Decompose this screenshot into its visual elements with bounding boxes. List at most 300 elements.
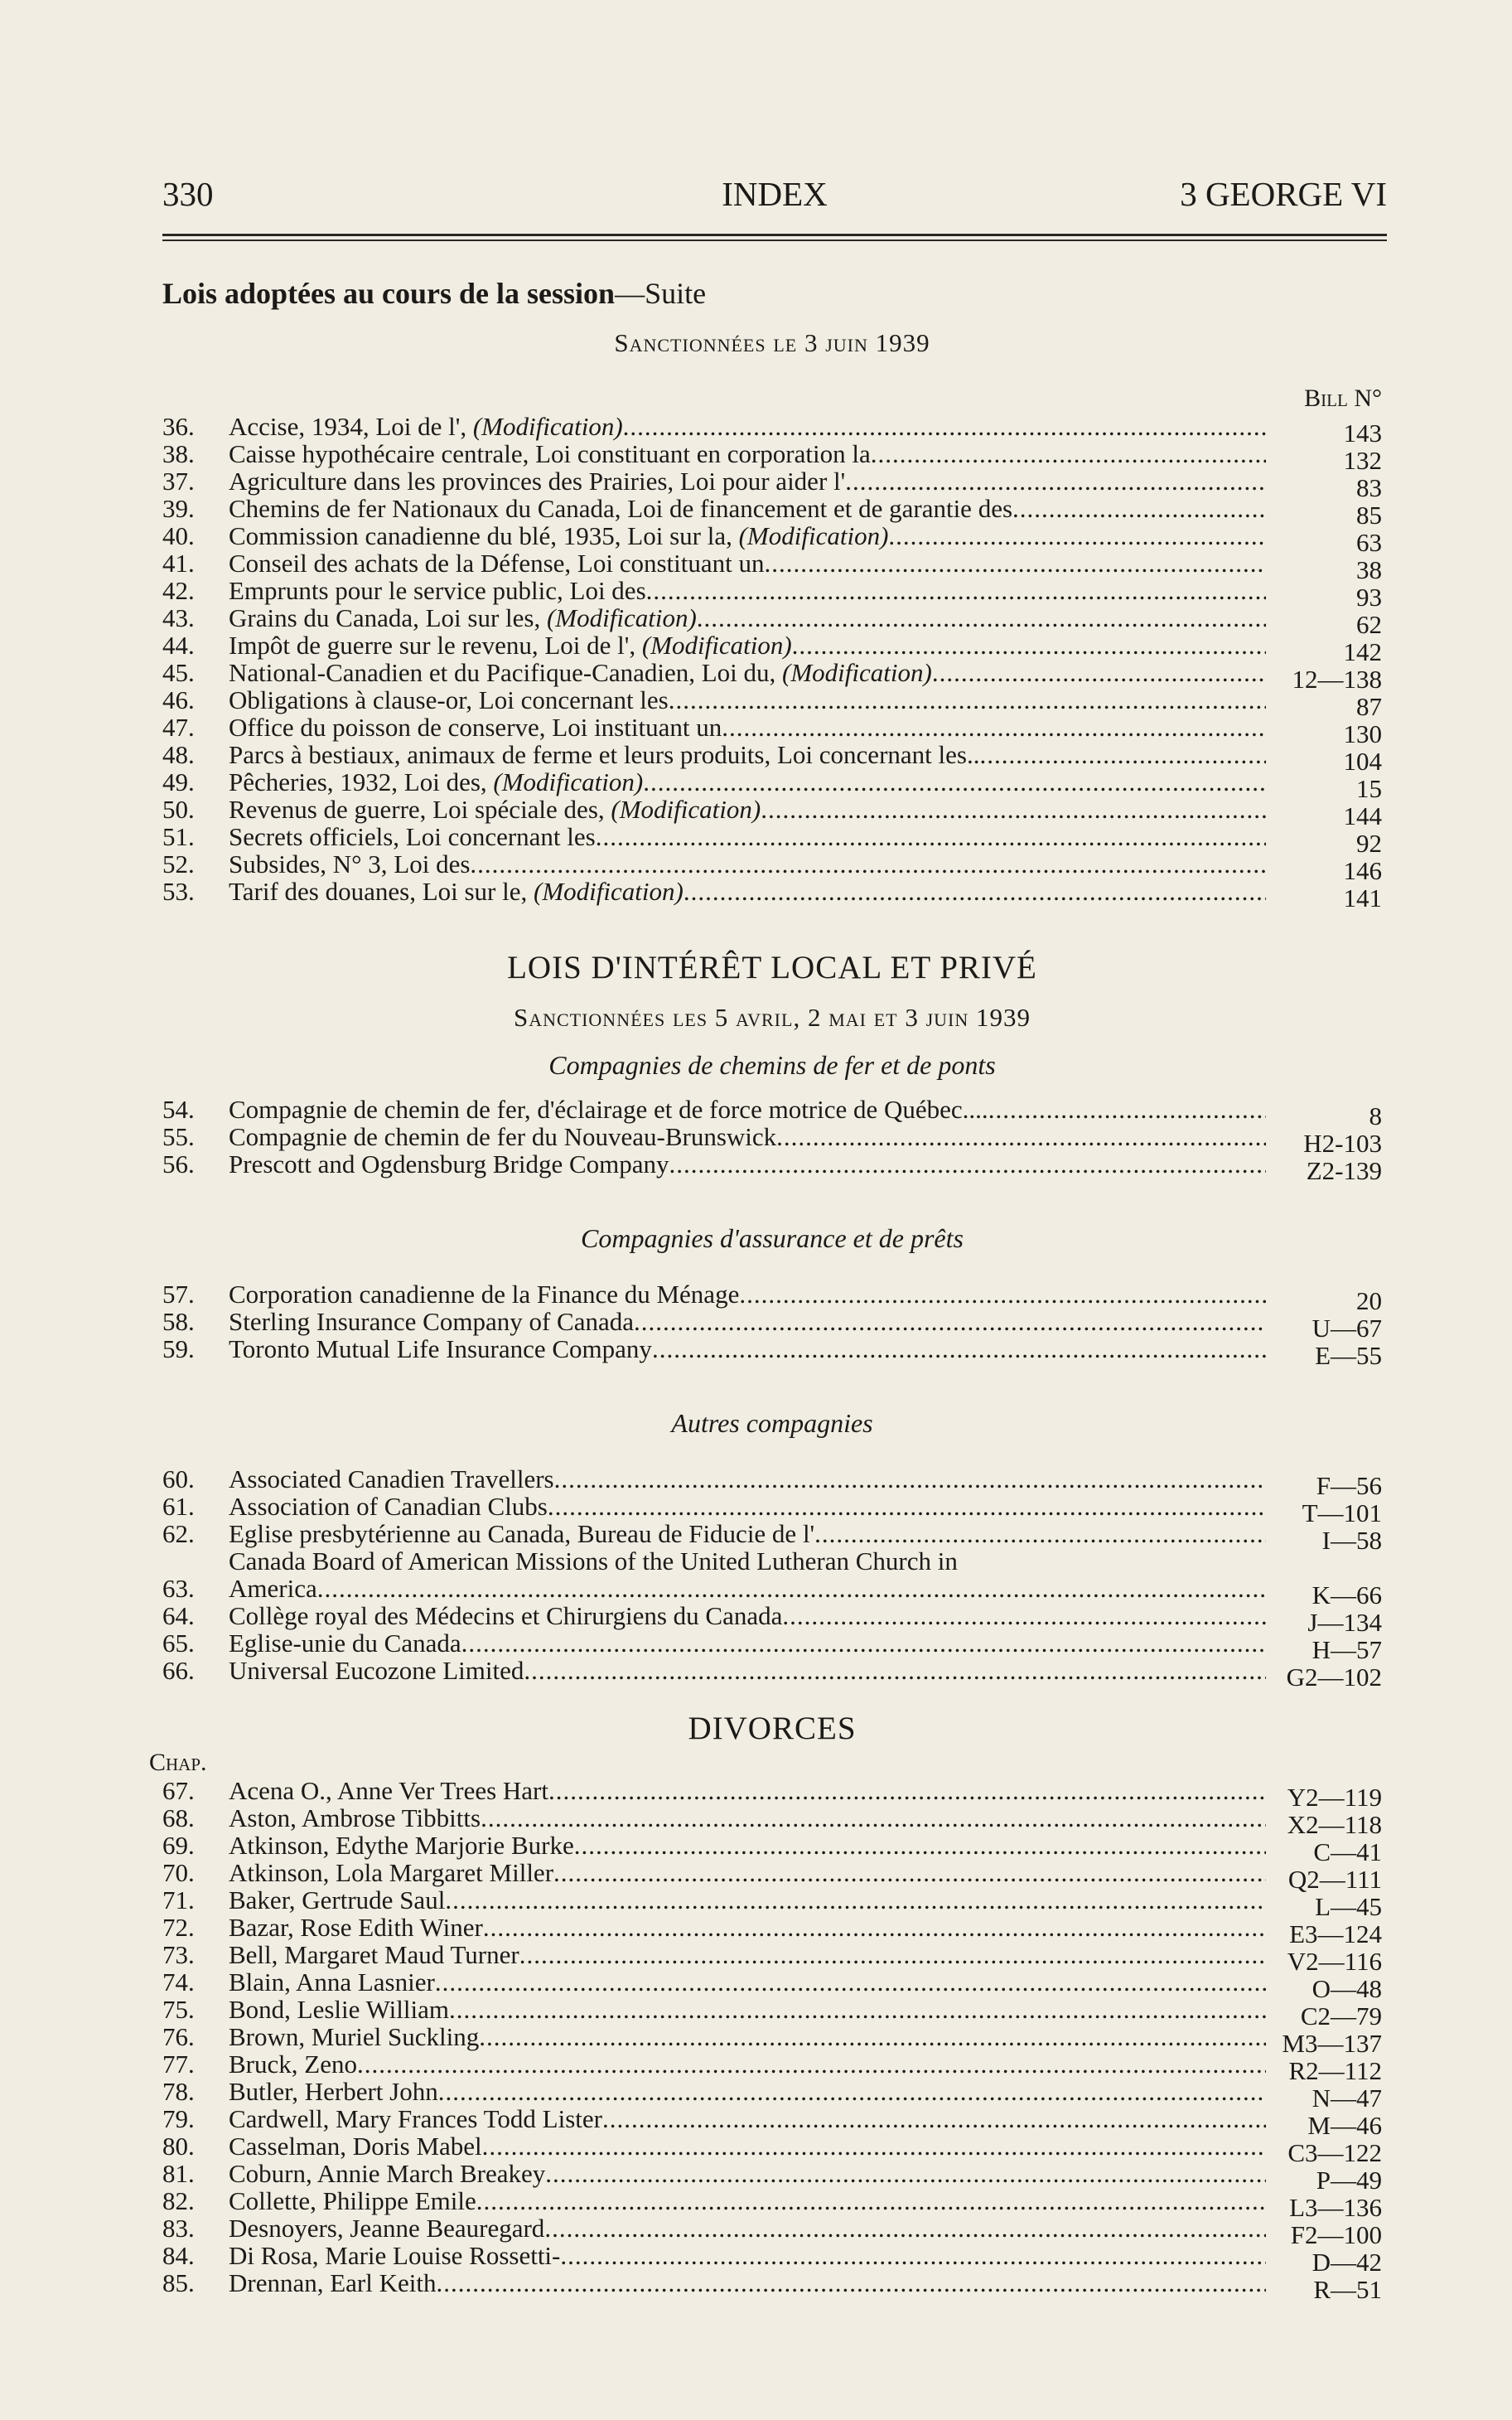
entry-text: [229, 1465, 1266, 1493]
entry-title: [229, 495, 1012, 522]
entry-number: 73.: [162, 1940, 195, 1969]
entry-reference: V2—116: [1287, 1947, 1382, 1976]
entry-title: [229, 1859, 553, 1886]
dot-leader: [449, 1996, 1266, 2023]
entry-text: [229, 1520, 1266, 1547]
entry-modification-note: (Modification): [782, 658, 932, 687]
dot-leader: [739, 1280, 1266, 1308]
entry-number: 39.: [162, 494, 195, 523]
entry-text: [229, 2214, 1266, 2242]
section-heading-suffix: —Suite: [615, 277, 707, 310]
entry-title: [229, 632, 792, 659]
entry-title: [229, 1308, 634, 1335]
entry-title-text: Obligations à clause-or, Loi concernant les: [229, 685, 669, 714]
dot-leader: [792, 632, 1266, 659]
entry-title: [229, 1520, 814, 1547]
dot-leader: [669, 686, 1266, 714]
public-acts-list: [162, 412, 1382, 912]
entry-title-text: Di Rosa, Marie Louise Rossetti-: [229, 2241, 561, 2270]
entry-reference: 104: [1343, 747, 1382, 776]
entry-modification-note: (Modification): [493, 767, 644, 796]
entry-reference: 92: [1356, 829, 1382, 858]
index-entry: [162, 1858, 1382, 1894]
dot-leader: [871, 440, 1266, 467]
entry-number: 42.: [162, 576, 195, 605]
entry-text: [229, 2105, 1266, 2132]
regnal-year: 3 GEORGE VI: [1180, 175, 1387, 213]
entry-title: [229, 1804, 481, 1832]
entry-reference: 83: [1356, 473, 1382, 502]
entry-number: 45.: [162, 658, 195, 687]
index-entry: [162, 1885, 1382, 1921]
entry-text: [229, 1308, 1266, 1335]
column-header: [162, 385, 1382, 413]
entry-number: 80.: [162, 2132, 195, 2161]
entry-number: 44.: [162, 631, 195, 660]
index-entry: [162, 2214, 1382, 2249]
entry-title-text: Revenus de guerre, Loi spéciale des,: [229, 795, 611, 824]
entry-title-text: Agriculture dans les provinces des Prairies, Loi pour aider l': [229, 467, 846, 496]
entry-text: [229, 1804, 1266, 1832]
entry-text: [229, 1657, 1266, 1684]
entry-title-text: Atkinson, Edythe Marjorie Burke: [229, 1831, 574, 1860]
dot-leader: [554, 1465, 1266, 1493]
entry-reference: U—67: [1312, 1314, 1382, 1343]
entry-text: [229, 741, 1266, 768]
index-entry: [162, 2050, 1382, 2085]
index-entry: [162, 1776, 1382, 1812]
index-entry: [162, 1334, 1382, 1370]
entry-reference: H—57: [1312, 1635, 1382, 1664]
entry-title: [229, 1335, 652, 1362]
entry-reference: 142: [1343, 637, 1382, 666]
entry-text: [229, 768, 1266, 796]
index-entry: [162, 2241, 1382, 2277]
entry-title-line1: Canada Board of American Missions of the United Lutheran Church in: [229, 1546, 958, 1575]
dot-leader: [436, 2269, 1266, 2297]
entry-title: [229, 1150, 669, 1178]
dot-leader: [684, 878, 1266, 905]
entry-reference: E3—124: [1289, 1919, 1382, 1948]
dot-leader: [476, 2187, 1266, 2214]
entry-title: [229, 522, 888, 549]
entry-reference: I—58: [1321, 1526, 1382, 1555]
entry-title-text: Chemins de fer Nationaux du Canada, Loi de financement et de garantie des: [229, 494, 1013, 523]
subsection-title-railways: Compagnies de chemins de fer et de ponts: [548, 1050, 996, 1080]
dot-leader: [483, 1914, 1266, 1941]
entry-title: [229, 2105, 602, 2132]
index-entry: [162, 658, 1382, 694]
entry-title: [229, 577, 646, 604]
other-companies-list: [162, 1464, 1382, 1692]
entry-reference: 12—138: [1292, 665, 1382, 694]
entry-number: 64.: [162, 1601, 195, 1630]
entry-title-text: Impôt de guerre sur le revenu, Loi de l',: [229, 631, 642, 660]
entry-title-text: Bruck, Zeno: [229, 2050, 357, 2079]
dot-leader: [634, 1308, 1266, 1335]
entry-title-text: Parcs à bestiaux, animaux de ferme et leurs produits, Loi concernant les..: [229, 740, 980, 769]
entry-number: 52.: [162, 849, 195, 878]
entry-title-text: Acena O., Anne Ver Trees Hart: [229, 1776, 548, 1805]
entry-title: [229, 1629, 461, 1657]
dot-leader: [482, 2132, 1266, 2160]
index-entry: [162, 1656, 1382, 1692]
entry-title-text: Bond, Leslie William: [229, 1995, 449, 2024]
entry-title-text: Aston, Ambrose Tibbitts: [229, 1803, 481, 1832]
entry-title-text: Conseil des achats de la Défense, Loi constituant un: [229, 549, 765, 578]
entry-text: [229, 714, 1266, 741]
insurance-companies-list: [162, 1280, 1382, 1370]
entry-title-text: Butler, Herbert John: [229, 2077, 438, 2106]
entry-number: 72.: [162, 1913, 195, 1942]
entry-title-text: National-Canadien et du Pacifique-Canadien, Loi du,: [229, 658, 783, 687]
index-entry: [162, 1150, 1382, 1185]
sanction-dates-private: Sanctionnées les 5 avril, 2 mai et 3 juin 1939: [513, 1003, 1031, 1032]
entry-reference: O—48: [1312, 1974, 1382, 2003]
entry-text: [229, 686, 1266, 714]
entry-title-text: Coburn, Annie March Breakey: [229, 2159, 546, 2188]
entry-text: [229, 2242, 1266, 2269]
entry-text: [229, 440, 1266, 467]
entry-title-text: Atkinson, Lola Margaret Miller: [229, 1858, 554, 1887]
entry-reference: J—134: [1307, 1608, 1382, 1637]
entry-text: [229, 604, 1266, 632]
index-entry: [162, 2077, 1382, 2113]
index-entry: [162, 1995, 1382, 2030]
entry-text: [229, 659, 1266, 686]
dot-leader: [643, 768, 1266, 796]
entry-title-text: Secrets officiels, Loi concernant les: [229, 822, 596, 851]
index-entry: [162, 1940, 1382, 1976]
entry-title: [229, 686, 669, 714]
entry-title-text: Pêcheries, 1932, Loi des,: [229, 767, 494, 796]
entry-reference: 15: [1356, 774, 1382, 803]
entry-title: [229, 1657, 524, 1684]
dot-leader: [548, 1777, 1266, 1804]
index-entry: [162, 2268, 1382, 2304]
entry-modification-note: (Modification): [534, 877, 684, 906]
entry-reference: 63: [1356, 528, 1382, 557]
index-entry: [162, 549, 1382, 584]
entry-reference: Q2—111: [1287, 1865, 1382, 1894]
entry-title: [229, 1096, 988, 1123]
sanction-date: Sanctionnées le 3 juin 1939: [614, 328, 930, 357]
index-entry: [162, 1913, 1382, 1948]
index-entry: [162, 494, 1382, 530]
entry-title-text: Office du poisson de conserve, Loi instituant un: [229, 713, 722, 742]
entry-text: [229, 2050, 1266, 2078]
entry-modification-note: (Modification): [641, 631, 792, 660]
entry-reference: 143: [1343, 419, 1382, 448]
dot-leader: [845, 467, 1266, 495]
entry-reference: 8: [1369, 1101, 1382, 1130]
entry-reference: 93: [1356, 583, 1382, 612]
entry-title: [229, 1602, 782, 1629]
entry-title: [229, 1886, 445, 1914]
index-entry: [162, 1122, 1382, 1158]
dot-leader: [445, 1886, 1266, 1914]
divorces-list: [162, 1776, 1382, 2304]
entry-reference: G2—102: [1286, 1663, 1382, 1692]
index-entry: [162, 1095, 1382, 1130]
entry-reference: 130: [1343, 719, 1382, 748]
dot-leader: [722, 714, 1266, 741]
entry-title-text: Corporation canadienne de la Finance du Ménage: [229, 1280, 740, 1309]
entry-title: [229, 2187, 476, 2214]
entry-modification-note: (Modification): [546, 603, 697, 632]
entry-number: 51.: [162, 822, 195, 851]
entry-number: 55.: [162, 1122, 195, 1151]
entry-number: 50.: [162, 795, 195, 824]
dot-leader: [765, 549, 1266, 577]
entry-reference: M—46: [1307, 2111, 1382, 2140]
dot-leader: [782, 1602, 1266, 1629]
entry-title-text: Associated Canadien Travellers: [229, 1464, 554, 1493]
index-entry: [162, 877, 1382, 912]
entry-title: [229, 1832, 574, 1859]
entry-modification-note: (Modification): [738, 521, 889, 550]
entry-title: [229, 549, 765, 577]
page-title: INDEX: [722, 175, 828, 213]
dot-leader: [761, 796, 1266, 823]
index-entry: [162, 521, 1382, 557]
entry-title-text: Bazar, Rose Edith Winer: [229, 1913, 483, 1942]
entry-number: 68.: [162, 1803, 195, 1832]
entry-title-text: Association of Canadian Clubs: [229, 1492, 548, 1521]
entry-number: 77.: [162, 2050, 195, 2079]
index-entry: [162, 631, 1382, 666]
entry-title: [229, 850, 470, 878]
dot-leader: [602, 2105, 1266, 2132]
entry-number: 61.: [162, 1492, 195, 1521]
railway-companies-list: [162, 1095, 1382, 1185]
entry-text: [229, 2160, 1266, 2187]
dot-leader: [979, 741, 1266, 768]
entry-reference: 144: [1343, 801, 1382, 830]
dot-leader: [888, 522, 1266, 549]
entry-title: [229, 741, 979, 768]
entry-title: [229, 1465, 554, 1493]
entry-text: [229, 850, 1266, 878]
entry-title-text: Toronto Mutual Life Insurance Company: [229, 1334, 652, 1363]
entry-title-text: Baker, Gertrude Saul: [229, 1885, 446, 1914]
entry-title-line2: America: [229, 1574, 317, 1603]
entry-title: [229, 1996, 449, 2023]
entry-title-text: Emprunts pour le service public, Loi des: [229, 576, 646, 605]
entry-title: [229, 467, 845, 495]
dot-leader: [470, 850, 1266, 878]
entry-number: 56.: [162, 1150, 195, 1179]
dot-leader: [988, 1096, 1266, 1123]
dot-leader: [574, 1832, 1266, 1859]
entry-reference: 132: [1343, 446, 1382, 475]
entry-reference: H2-103: [1303, 1129, 1382, 1158]
entry-title: [229, 440, 871, 467]
entry-reference: C—41: [1313, 1837, 1382, 1866]
dot-leader: [435, 1968, 1266, 1996]
entry-number: 78.: [162, 2077, 195, 2106]
entry-number: 74.: [162, 1967, 195, 1996]
entry-reference: C3—122: [1287, 2138, 1382, 2167]
index-entry: [162, 1519, 1382, 1555]
index-entry: [162, 2132, 1382, 2167]
index-entry: [162, 1803, 1382, 1839]
dot-leader: [548, 1493, 1266, 1520]
entry-number: 60.: [162, 1464, 195, 1493]
dot-leader: [553, 1859, 1266, 1886]
entry-number: 81.: [162, 2159, 195, 2188]
index-entry: [162, 685, 1382, 721]
entry-text: [229, 1123, 1266, 1150]
entry-text: [229, 522, 1266, 549]
entry-title: [229, 604, 697, 632]
dot-leader: [524, 1657, 1266, 1684]
entry-title: [229, 768, 643, 796]
entry-title-text: Desnoyers, Jeanne Beauregard: [229, 2214, 545, 2243]
entry-text: [229, 1602, 1266, 1629]
entry-text: [229, 1832, 1266, 1859]
entry-text: [229, 413, 1266, 440]
entry-number: 43.: [162, 603, 195, 632]
entry-text: [229, 878, 1266, 905]
dot-leader: [357, 2050, 1266, 2078]
entry-text: [229, 1996, 1266, 2023]
entry-number: 40.: [162, 521, 195, 550]
entry-title: [229, 2214, 544, 2242]
entry-title-text: Eglise presbytérienne au Canada, Bureau de Fiducie de l': [229, 1519, 815, 1548]
entry-title: [229, 2023, 479, 2050]
section-heading-bold: Lois adoptées au cours de la session: [162, 277, 616, 310]
dot-leader: [1012, 495, 1266, 522]
index-entry: [162, 2104, 1382, 2140]
entry-text: [229, 1859, 1266, 1886]
index-entry: [162, 1601, 1382, 1637]
entry-title: [229, 796, 761, 823]
entry-text: [229, 1335, 1266, 1362]
entry-reference: P—49: [1316, 2166, 1382, 2195]
section-title-private: LOIS D'INTÉRÊT LOCAL ET PRIVÉ: [507, 950, 1037, 985]
entry-title: [229, 2269, 436, 2297]
entry-number: 49.: [162, 767, 195, 796]
entry-title-text: Caisse hypothécaire centrale, Loi constituant en corporation la: [229, 439, 871, 468]
entry-title: [229, 2078, 438, 2105]
dot-leader: [932, 659, 1266, 686]
entry-number: 54.: [162, 1095, 195, 1124]
entry-title: [229, 878, 684, 905]
entry-title: [229, 1914, 483, 1941]
entry-title-text: Tarif des douanes, Loi sur le,: [229, 877, 534, 906]
entry-reference: Y2—119: [1287, 1783, 1382, 1812]
entry-reference: 62: [1356, 610, 1382, 639]
dot-leader: [519, 1941, 1266, 1968]
entry-title-text: Subsides, N° 3, Loi des: [229, 849, 471, 878]
dot-leader: [545, 2160, 1266, 2187]
entry-title-text: Cardwell, Mary Frances Todd Lister: [229, 2104, 602, 2133]
entry-title-text: Brown, Muriel Suckling: [229, 2022, 480, 2051]
entry-text: [229, 549, 1266, 577]
entry-text: [229, 2078, 1266, 2105]
dot-leader: [669, 1150, 1266, 1178]
entry-title-text: Collette, Philippe Emile: [229, 2186, 476, 2215]
entry-reference: Z2-139: [1306, 1156, 1382, 1185]
dot-leader: [461, 1629, 1266, 1657]
entry-number: 57.: [162, 1280, 195, 1309]
entry-text: [229, 2187, 1266, 2214]
entry-reference: M3—137: [1282, 2029, 1382, 2058]
entry-text: [229, 1886, 1266, 1914]
entry-number: 65.: [162, 1629, 195, 1658]
entry-text: [229, 467, 1266, 495]
entry-title-text: Blain, Anna Lasnier: [229, 1967, 435, 1996]
index-entry: [162, 2186, 1382, 2222]
dot-leader: [544, 2214, 1266, 2242]
dot-leader: [623, 413, 1266, 440]
entry-reference: 85: [1356, 501, 1382, 530]
entry-title: [229, 1968, 435, 1996]
entry-title-text: Drennan, Earl Keith: [229, 2268, 437, 2297]
entry-reference: C2—79: [1300, 2001, 1382, 2030]
entry-number: 63.: [162, 1574, 195, 1603]
section-heading: [162, 273, 1382, 313]
entry-text: [229, 796, 1266, 823]
index-entry: [162, 1307, 1382, 1343]
index-entry: [162, 467, 1382, 502]
entry-number: 84.: [162, 2241, 195, 2270]
entry-reference: 87: [1356, 692, 1382, 721]
entry-reference: F2—100: [1290, 2220, 1382, 2249]
entry-title: [229, 1280, 739, 1308]
entry-text: [229, 1493, 1266, 1520]
entry-reference: 38: [1356, 555, 1382, 584]
entry-number: 75.: [162, 1995, 195, 2024]
subsection-title-other: Autres compagnies: [671, 1408, 873, 1438]
entry-title-text: Collège royal des Médecins et Chirurgiens du Canada: [229, 1601, 783, 1630]
entry-reference: N—47: [1312, 2084, 1382, 2113]
entry-title: [229, 2050, 357, 2078]
index-entry: [162, 1492, 1382, 1527]
index-entry: [162, 1967, 1382, 2003]
dot-leader: [646, 577, 1266, 604]
index-entry: [162, 1831, 1382, 1866]
entry-number: 38.: [162, 439, 195, 468]
index-entry: [162, 767, 1382, 803]
dot-leader: [479, 2023, 1266, 2050]
entry-title-text: Commission canadienne du blé, 1935, Loi sur la,: [229, 521, 739, 550]
entry-title: [229, 2242, 560, 2269]
entry-title-text: Grains du Canada, Loi sur les,: [229, 603, 547, 632]
index-entry: [162, 412, 1382, 448]
entry-text: [229, 1547, 1266, 1602]
index-entry: [162, 2022, 1382, 2058]
entry-title: [229, 2132, 482, 2160]
index-content: [149, 273, 1382, 2304]
subsection-title-insurance: Compagnies d'assurance et de prêts: [581, 1223, 964, 1253]
entry-number: 85.: [162, 2268, 195, 2297]
chapter-label: Chap.: [149, 1749, 207, 1776]
entry-title: [229, 1493, 548, 1520]
entry-text: [229, 1968, 1266, 1996]
entry-number: 67.: [162, 1776, 195, 1805]
entry-number: 70.: [162, 1858, 195, 1887]
entry-number: 76.: [162, 2022, 195, 2051]
entry-title-text: Eglise-unie du Canada: [229, 1629, 461, 1658]
entry-title: [229, 1941, 519, 1968]
entry-text: [229, 1150, 1266, 1178]
entry-text: [229, 1096, 1266, 1123]
entry-reference: 20: [1356, 1286, 1382, 1315]
entry-reference: L—45: [1315, 1892, 1382, 1921]
entry-number: 83.: [162, 2214, 195, 2243]
